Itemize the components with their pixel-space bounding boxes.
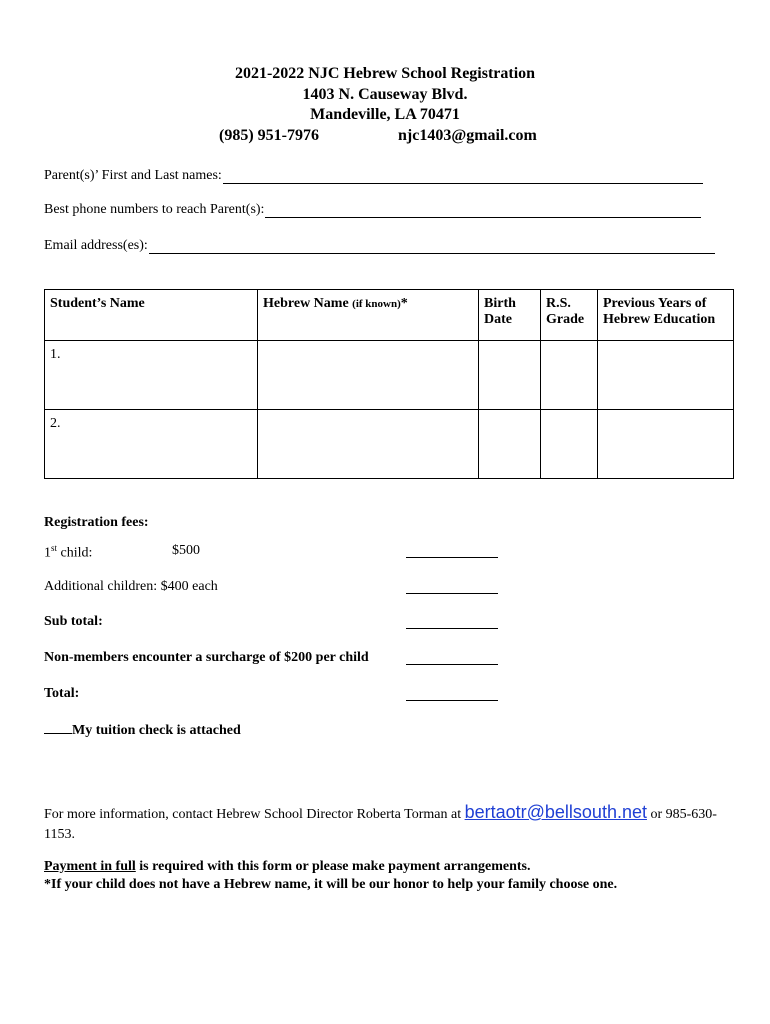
first-child-amount: $500 <box>172 543 200 558</box>
first-child-fee-field[interactable] <box>406 557 498 558</box>
nonmember-surcharge-field[interactable] <box>406 664 498 665</box>
student-2-hebrew-name-cell[interactable] <box>258 410 479 479</box>
student-1-birth-date-cell[interactable] <box>479 341 541 410</box>
header-student-name: Student’s Name <box>45 290 258 341</box>
email-row <box>44 238 715 254</box>
student-1-previous-years-cell[interactable] <box>598 341 734 410</box>
tuition-check-blank[interactable] <box>44 721 72 734</box>
phone-number: (985) 951-7976 <box>219 126 319 144</box>
hebrew-name-note: *If your child does not have a Hebrew name, it will be our honor to help your family choose one. <box>44 877 618 892</box>
parents-names-field[interactable] <box>223 169 703 184</box>
subtotal-row <box>44 614 504 634</box>
payment-notes <box>44 858 617 894</box>
students-table <box>44 289 734 479</box>
address-line-2: Mandeville, LA 70471 <box>310 106 460 123</box>
first-child-fee-row <box>44 543 504 563</box>
subtotal-label: Sub total: <box>44 614 103 629</box>
table-row <box>45 341 734 410</box>
tuition-check-row <box>44 721 241 739</box>
payment-note: Payment in full is required with this form or please make payment arrangements. <box>44 859 531 874</box>
director-email-link[interactable]: bertaotr@bellsouth.net <box>464 802 647 822</box>
header-previous-years: Previous Years of Hebrew Education <box>598 290 734 341</box>
student-1-grade-cell[interactable] <box>541 341 598 410</box>
parents-names-label: Parent(s)’ First and Last names: <box>44 168 222 183</box>
nonmember-surcharge-label: Non-members encounter a surcharge of $200 per child <box>44 650 369 665</box>
table-row <box>45 410 734 479</box>
header-hebrew-name: Hebrew Name (if known)* <box>258 290 479 341</box>
registration-fees-heading: Registration fees: <box>44 515 149 530</box>
student-2-grade-cell[interactable] <box>541 410 598 479</box>
additional-children-fee-row <box>44 579 504 599</box>
student-2-birth-date-cell[interactable] <box>479 410 541 479</box>
phone-field[interactable] <box>265 203 701 218</box>
total-field[interactable] <box>406 700 498 701</box>
phone-row <box>44 202 701 218</box>
address-line-1: 1403 N. Causeway Blvd. <box>302 85 468 103</box>
more-info-text: For more information, contact Hebrew School Director Roberta Torman at <box>44 807 465 822</box>
payment-in-full: Payment in full <box>44 859 136 874</box>
phone-label: Best phone numbers to reach Parent(s): <box>44 202 265 217</box>
contact-line <box>0 126 770 147</box>
document-title: 2021-2022 NJC Hebrew School Registration <box>234 65 536 82</box>
email-label: Email address(es): <box>44 238 148 253</box>
additional-children-label: Additional children: $400 each <box>44 579 218 594</box>
table-header-row <box>45 290 734 341</box>
nonmember-surcharge-row <box>44 650 504 670</box>
email-field[interactable] <box>149 239 715 254</box>
total-label: Total: <box>44 686 80 701</box>
more-info-phone: or 985-630-1153. <box>44 807 717 842</box>
student-2-previous-years-cell[interactable] <box>598 410 734 479</box>
contact-email: njc1403@gmail.com <box>398 126 537 144</box>
more-info-paragraph <box>44 802 734 845</box>
student-1-name-cell[interactable]: 1. <box>45 341 258 410</box>
total-row <box>44 686 504 706</box>
first-child-label: 1st child: <box>44 543 93 561</box>
student-1-hebrew-name-cell[interactable] <box>258 341 479 410</box>
header-birth-date: Birth Date <box>479 290 541 341</box>
header-rs-grade: R.S. Grade <box>541 290 598 341</box>
additional-children-fee-field[interactable] <box>406 593 498 594</box>
document-header <box>0 64 770 147</box>
student-2-name-cell[interactable]: 2. <box>45 410 258 479</box>
tuition-check-label: My tuition check is attached <box>72 723 241 738</box>
subtotal-field[interactable] <box>406 628 498 629</box>
parents-names-row <box>44 168 703 184</box>
